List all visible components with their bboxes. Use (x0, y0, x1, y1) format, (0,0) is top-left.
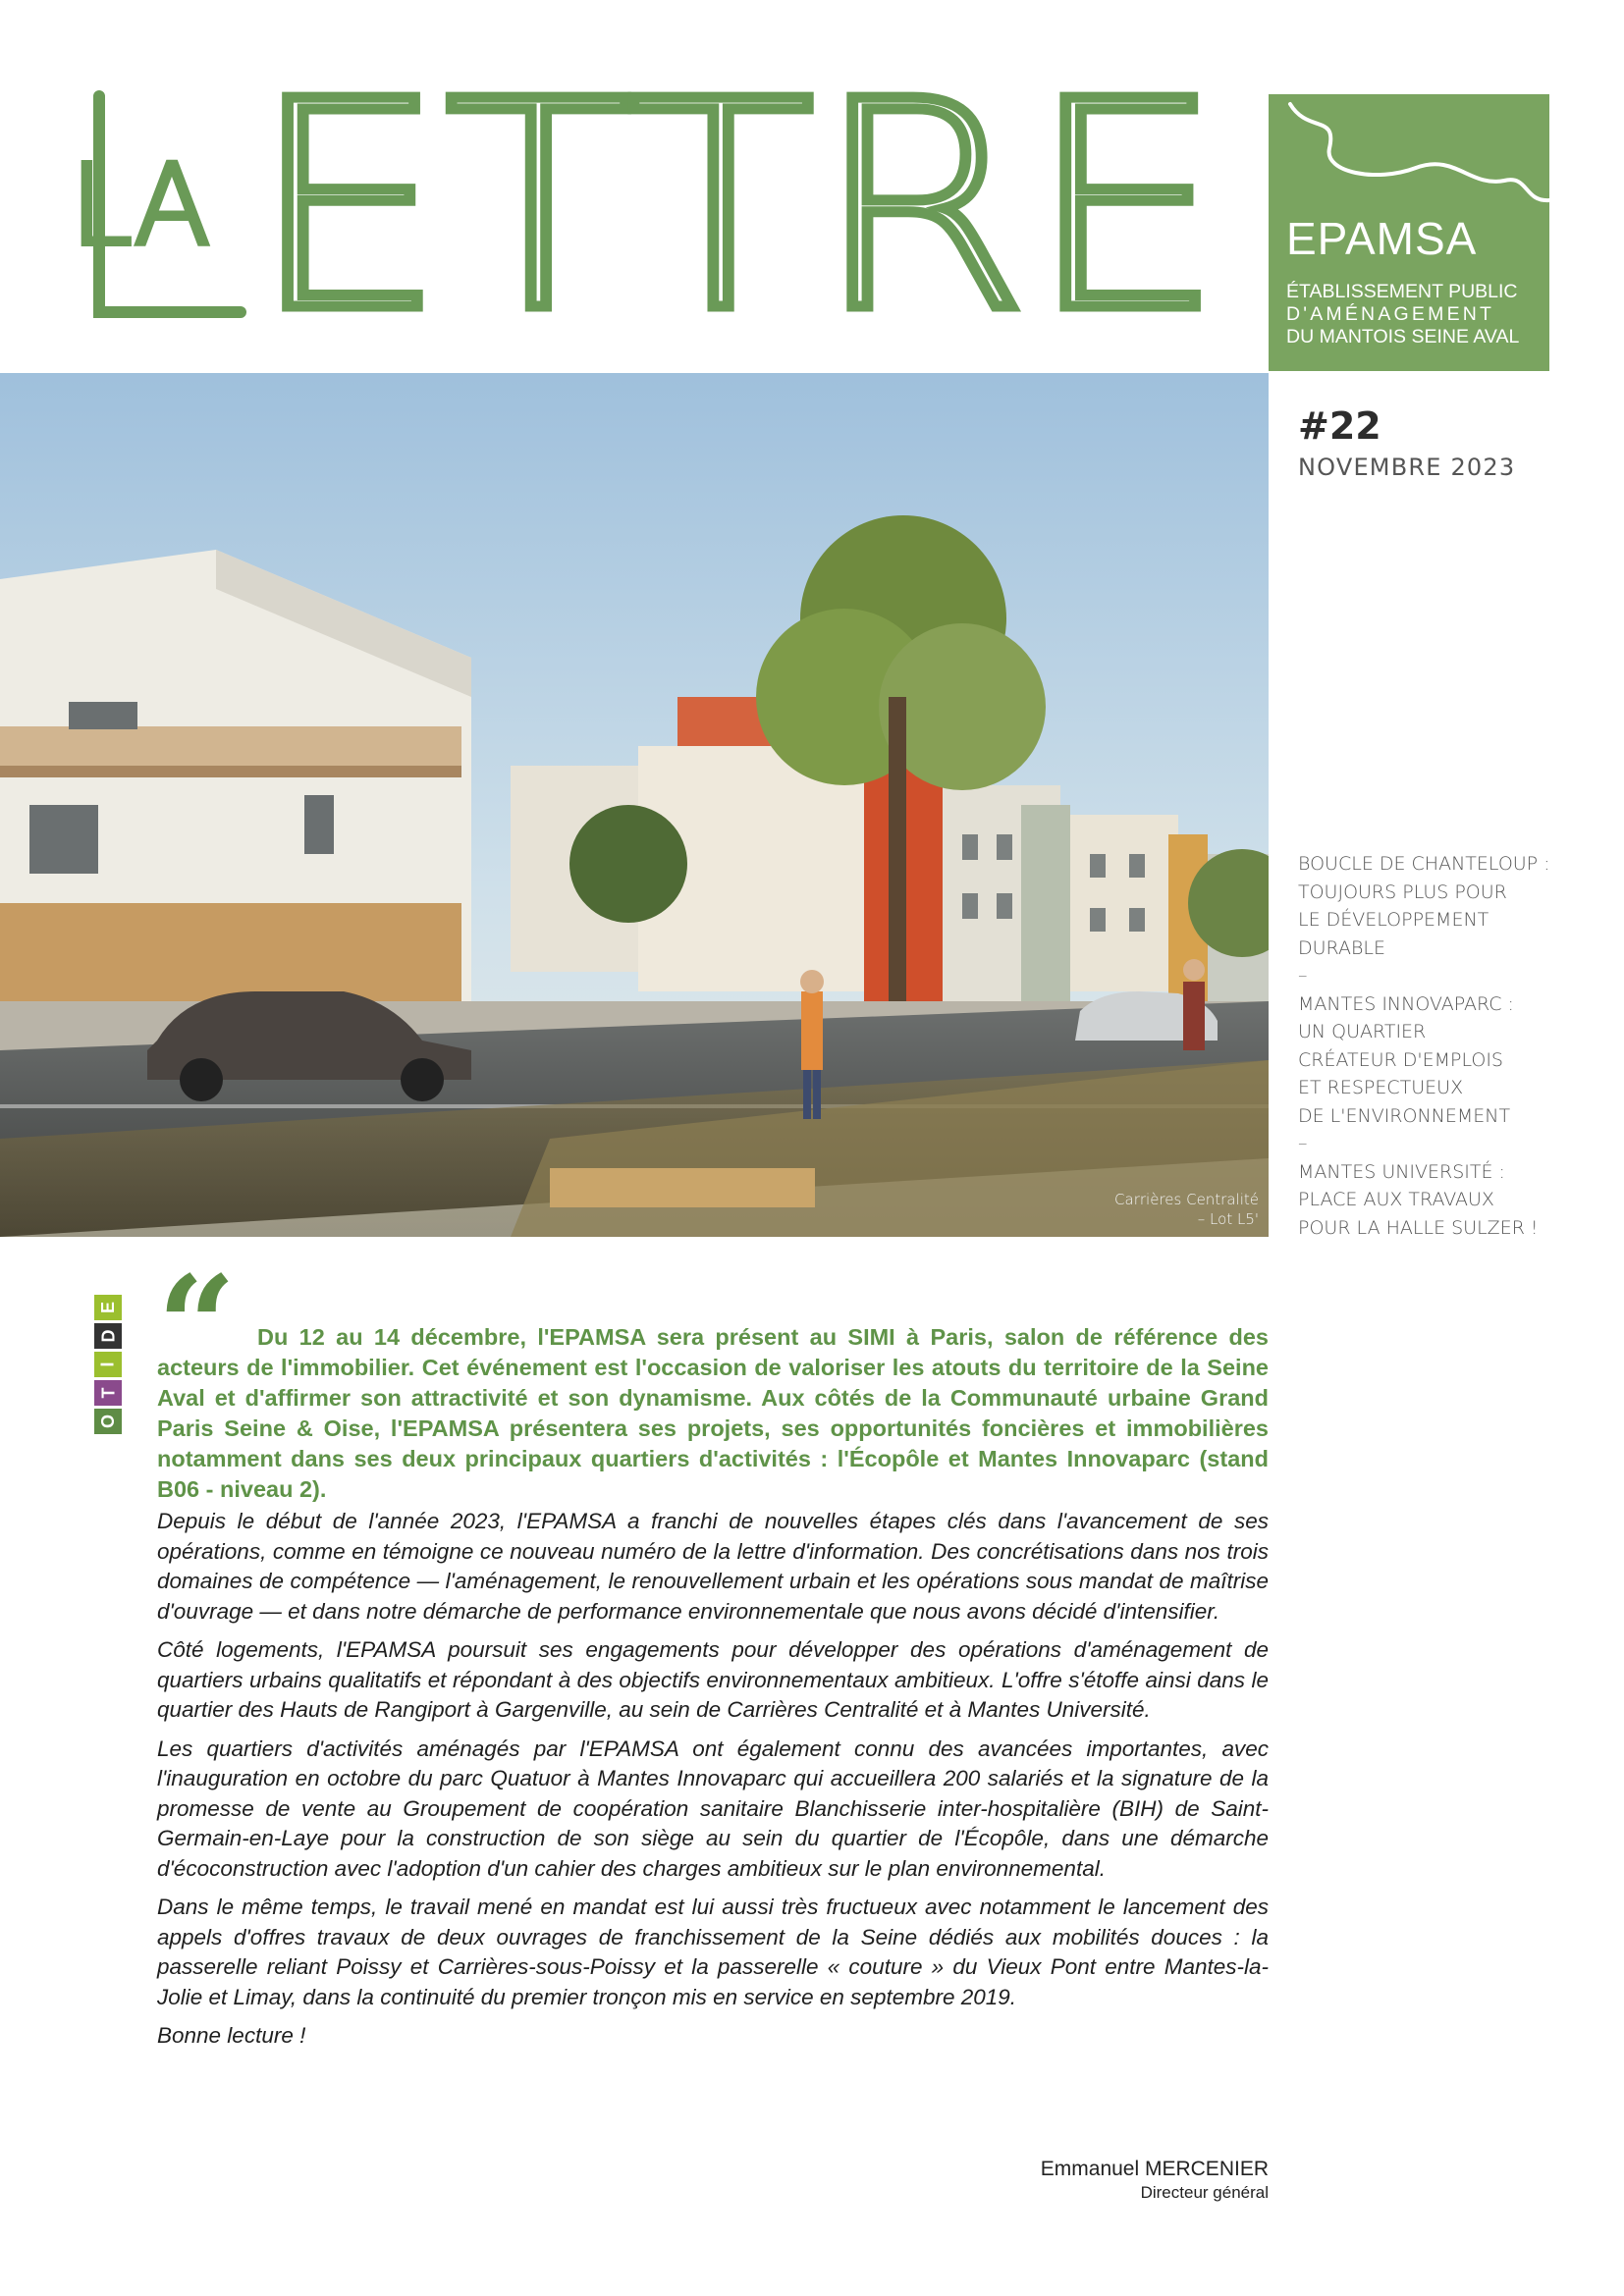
logo-subtitle-line: D'AMÉNAGEMENT (1286, 303, 1495, 325)
edito-tag-letter: O (94, 1409, 122, 1434)
masthead (0, 0, 1624, 373)
hero-caption-line: Carrières Centralité (1114, 1191, 1259, 1208)
logo-subtitle-line: DU MANTOIS SEINE AVAL (1286, 326, 1520, 347)
logo-subtitle-line: ÉTABLISSEMENT PUBLIC (1286, 281, 1518, 302)
summary-line: ET RESPECTUEUX (1298, 1077, 1464, 1098)
summary-line: UN QUARTIER (1298, 1021, 1427, 1042)
summary-separator: – (1298, 1133, 1308, 1154)
summary-line: BOUCLE DE CHANTELOUP : (1298, 853, 1550, 875)
summary-line: LE DÉVELOPPEMENT (1298, 909, 1489, 931)
edito-paragraph: Depuis le début de l'année 2023, l'EPAMSA a franchi de nouvelles étapes clés dans l'avancement de ses opérations, comme en témoigne ce nouveau numéro de la lettre d'information. Des concrétisations dans nos trois domaines de compétence — l'aménagement, le renouvellement urbain et les opérations sous mandat de maîtrise d'ouvrage — et dans notre démarche de performance environnementale que nous avons décidé d'intensifier. (157, 1509, 1269, 1624)
summary-line: PLACE AUX TRAVAUX (1298, 1189, 1494, 1210)
edito-tag (94, 1295, 122, 1437)
hero-caption-line: – Lot L5' (1197, 1210, 1259, 1228)
hero-caption (1062, 1190, 1259, 1229)
title-prefix: LA (71, 142, 210, 270)
masthead-title-graphic (0, 0, 1269, 373)
edito-paragraph: Côté logements, l'EPAMSA poursuit ses engagements pour développer des opérations d'aménagement de quartiers urbains qualitatifs et répondant à des objectifs environnementaux ambitieux. L'offre s'étoffe ainsi dans le quartier des Hauts de Rangiport à Gargenville, au sein de Carrières Centralité et à Mantes Université. (157, 1637, 1269, 1722)
summary-separator: – (1298, 965, 1308, 987)
summary-item[interactable] (1298, 1158, 1612, 1243)
summary-line: MANTES UNIVERSITÉ : (1298, 1160, 1505, 1183)
edito-tag-letter: T (94, 1380, 122, 1406)
edito-body (157, 1507, 1269, 2060)
signature (1041, 2157, 1269, 2204)
logo-name: EPAMSA (1286, 213, 1478, 264)
edito-lead (157, 1322, 1269, 1505)
title-rest: ETTRE (250, 40, 1222, 373)
logo-subtitle (1286, 281, 1543, 348)
edito-tag-letter: D (94, 1323, 122, 1349)
signature-role: Directeur général (1140, 2183, 1269, 2202)
issue-number: #22 (1298, 404, 1381, 448)
edito-paragraph: Les quartiers d'activités aménagés par l'EPAMSA ont également connu des avancées importantes, avec l'inauguration en octobre du parc Quatuor à Mantes Innovaparc qui accueillera 200 salariés et la signature de la promesse de vente au Groupement de coopération sanitaire Blanchisserie inter-hospitalière (BIH) de Saint-Germain-en-Laye pour la construction de son siège au sein du quartier de l'Écopôle, dans une démarche d'écoconstruction avec l'adoption d'un cahier des charges ambitieux sur le plan environnemental. (157, 1735, 1269, 1881)
hero-illustration (0, 373, 1269, 1237)
edito-paragraph: Bonne lecture ! (157, 2023, 306, 2048)
signature-name: Emmanuel MERCENIER (1040, 2158, 1269, 2180)
summary-line: DURABLE (1298, 936, 1385, 959)
summary-line: DE L'ENVIRONNEMENT (1298, 1104, 1511, 1127)
epamsa-logo (1269, 94, 1549, 371)
issue-date: NOVEMBRE 2023 (1298, 454, 1516, 481)
edito-paragraph: Dans le même temps, le travail mené en mandat est lui aussi très fructueux avec notamment le lancement des appels d'offres travaux de deux ouvrages de franchissement de la Seine dédiés aux mobilités douces : la passerelle reliant Poissy et Carrières-sous-Poissy et la passerelle « couture » du Vieux Pont entre Mantes-la-Jolie et Limay, dans la continuité du premier tronçon mis en service en septembre 2019. (157, 1895, 1269, 2009)
summary-item[interactable] (1298, 850, 1612, 962)
edito-lead-text: Du 12 au 14 décembre, l'EPAMSA sera présent au SIMI à Paris, salon de référence des acteurs de l'immobilier. Cet événement est l'occasion de valoriser les atouts du territoire de la Seine Aval et d'affirmer son attractivité et son dynamisme. Aux côtés de la Communauté urbaine Grand Paris Seine & Oise, l'EPAMSA présentera ses projets, ses opportunités foncières et immobilières notamment dans ses deux principaux quartiers d'activités : l'Écopôle et Mantes Innovaparc (stand B06 - niveau 2). (157, 1324, 1269, 1502)
edito-tag-letter: I (94, 1352, 122, 1377)
summary-line: POUR LA HALLE SULZER ! (1298, 1216, 1539, 1239)
river-icon (1269, 94, 1549, 212)
summary-line: CRÉATEUR D'EMPLOIS (1298, 1048, 1503, 1071)
summary-line: TOUJOURS PLUS POUR (1298, 881, 1507, 903)
street-scene-image (0, 373, 1269, 1237)
summary-line: MANTES INNOVAPARC : (1298, 992, 1514, 1015)
summary-list (1298, 850, 1612, 1242)
edito-tag-letter: E (94, 1295, 122, 1320)
quote-mark-icon: “ (157, 1247, 237, 1408)
summary-item[interactable] (1298, 990, 1612, 1131)
